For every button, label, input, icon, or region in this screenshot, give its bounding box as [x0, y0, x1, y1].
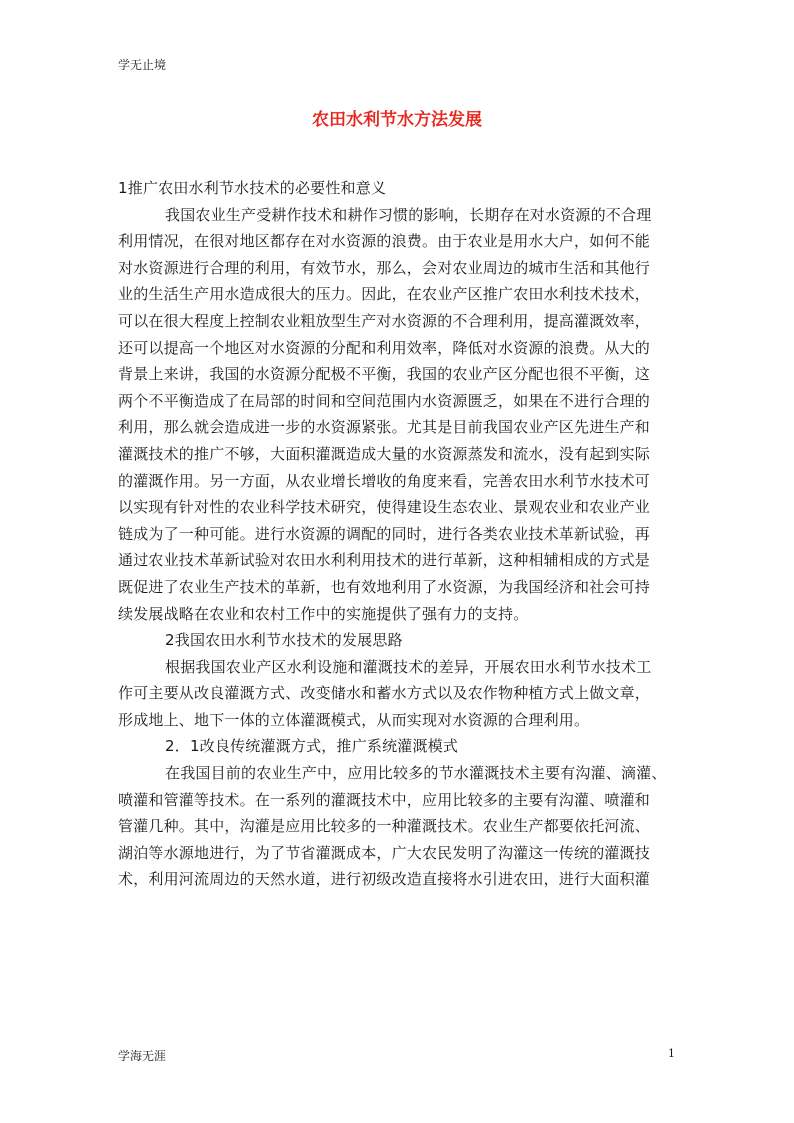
text-line: 术，利用河流周边的天然水道，进行初级改造直接将水引进农田，进行大面积灌	[118, 870, 651, 889]
text-line: 以实现有针对性的农业科学技术研究，使得建设生态农业、景观农业和农业产业	[118, 498, 651, 517]
text-line: 业的生活生产用水造成很大的压力。因此，在农业产区推广农田水利技术技术，	[118, 285, 651, 304]
text-line: 作可主要从改良灌溉方式、改变储水和蓄水方式以及农作物种植方式上做文章，	[118, 684, 651, 703]
text-line: 在我国目前的农业生产中，应用比较多的节水灌溉技术主要有沟灌、滴灌、	[165, 764, 667, 783]
text-line: 2．1改良传统灌溉方式，推广系统灌溉模式	[165, 737, 459, 756]
text-line: 利用，那么就会造成进一步的水资源紧张。尤其是目前我国农业产区先进生产和	[118, 418, 651, 437]
text-line: 还可以提高一个地区对水资源的分配和利用效率，降低对水资源的浪费。从大的	[118, 338, 651, 357]
text-line: 我国农业生产受耕作技术和耕作习惯的影响，长期存在对水资源的不合理	[165, 205, 652, 224]
text-line: 灌溉技术的推广不够，大面积灌溉造成大量的水资源蒸发和流水，没有起到实际	[118, 444, 651, 463]
text-line: 利用情况，在很对地区都存在对水资源的浪费。由于农业是用水大户，如何不能	[118, 232, 651, 251]
text-line: 既促进了农业生产技术的革新，也有效地利用了水资源，为我国经济和社会可持	[118, 577, 651, 596]
text-line: 喷灌和管灌等技术。在一系列的灌溉技术中，应用比较多的主要有沟灌、喷灌和	[118, 790, 651, 809]
text-line: 的灌溉作用。另一方面，从农业增长增收的角度来看，完善农田水利节水技术可	[118, 471, 651, 490]
text-line: 对水资源进行合理的利用，有效节水，那么，会对农业周边的城市生活和其他行	[118, 258, 651, 277]
text-line: 管灌几种。其中，沟灌是应用比较多的一种灌溉技术。农业生产都要依托河流、	[118, 817, 651, 836]
document-title: 农田水利节水方法发展	[312, 110, 482, 130]
text-line: 形成地上、地下一体的立体灌溉模式，从而实现对水资源的合理利用。	[118, 710, 590, 729]
page-header: 学无止境	[118, 58, 167, 72]
text-line: 可以在很大程度上控制农业粗放型生产对水资源的不合理利用，提高灌溉效率，	[118, 311, 651, 330]
page-number: 1	[668, 1047, 675, 1060]
page-footer: 学海无涯	[118, 1049, 167, 1063]
text-line: 根据我国农业产区水利设施和灌溉技术的差异，开展农田水利节水技术工	[165, 657, 652, 676]
text-line: 1推广农田水利节水技术的必要性和意义	[118, 179, 387, 197]
text-line: 2我国农田水利节水技术的发展思路	[165, 631, 403, 650]
text-line: 背景上来讲，我国的水资源分配极不平衡，我国的农业产区分配也很不平衡，这	[118, 365, 651, 384]
text-line: 湖泊等水源地进行，为了节省灌溉成本，广大农民发明了沟灌这一传统的灌溉技	[118, 843, 651, 862]
text-line: 两个不平衡造成了在局部的时间和空间范围内水资源匮乏，如果在不进行合理的	[118, 391, 651, 410]
text-line: 链成为了一种可能。进行水资源的调配的同时，进行各类农业技术革新试验，再	[118, 524, 651, 543]
document-body	[118, 175, 684, 893]
text-line: 通过农业技术革新试验对农田水利利用技术的进行革新，这种相辅相成的方式是	[118, 551, 651, 570]
text-line: 续发展战略在农业和农村工作中的实施提供了强有力的支持。	[118, 604, 529, 623]
